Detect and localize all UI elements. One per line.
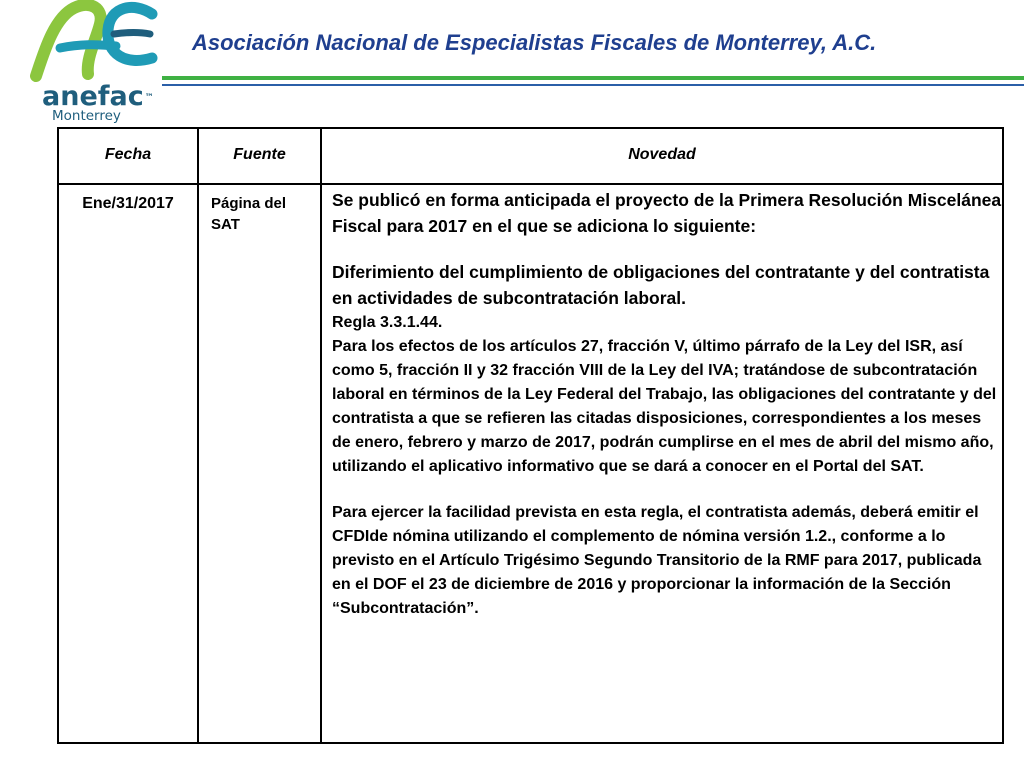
header-rule-green <box>162 76 1024 80</box>
table-row <box>58 184 1003 743</box>
news-table <box>57 127 1004 744</box>
cell-fecha: Ene/31/2017 <box>58 184 198 743</box>
header-rule-blue <box>162 84 1024 86</box>
ae-monogram-icon <box>30 0 160 82</box>
logo-wordmark <box>42 83 154 110</box>
novedad-rule: Regla 3.3.1.44. <box>332 314 443 331</box>
header-novedad: Novedad <box>321 128 1003 184</box>
novedad-body-1: Para los efectos de los artículos 27, fracción V, último párrafo de la Ley del ISR, así como 5, fracción II y 32 fracción VIII de la Ley del IVA; tratándose de subcontratación laboral en términos de la Ley Federal del Trabajo, las obligaciones del contratante y del contratista a que se refieren las citadas disposiciones, correspondientes a los meses de enero, febrero y marzo de 2017, podrán cumplirse en el mes de abril del mismo año, utilizando el aplicativo informativo que se dará a conocer en el Portal del SAT. <box>332 338 997 475</box>
novedad-topic: Diferimiento del cumplimiento de obligaciones del contratante y del contratista en actividades de subcontratación laboral. <box>332 262 990 308</box>
organization-title: Asociación Nacional de Especialistas Fiscales de Monterrey, A.C. <box>192 30 877 55</box>
header-fuente: Fuente <box>198 128 321 184</box>
cell-fuente: Página del SAT <box>198 184 321 743</box>
paragraph-spacer <box>332 479 1002 501</box>
cell-novedad <box>321 184 1003 743</box>
header-fecha: Fecha <box>58 128 198 184</box>
paragraph-spacer <box>332 239 1002 259</box>
logo-trademark: ™ <box>144 93 154 103</box>
logo-wordmark-text: anefac <box>42 81 144 112</box>
logo-city: Monterrey <box>52 108 121 124</box>
table-header-row <box>58 128 1003 184</box>
novedad-body-2: Para ejercer la facilidad prevista en esta regla, el contratista además, deberá emitir el CFDIde nómina utilizando el complemento de nómina versión 1.2., conforme a lo previsto en el Artículo Trigésimo Segundo Transitorio de la RMF para 2017, publicada en el DOF el 23 de diciembre de 2016 y proporcionar la información de la Sección “Subcontratación”. <box>332 504 982 617</box>
novedad-intro: Se publicó en forma anticipada el proyecto de la Primera Resolución Miscelánea Fiscal para 2017 en el que se adiciona lo siguiente: <box>332 190 1002 236</box>
anefac-logo <box>30 0 160 126</box>
